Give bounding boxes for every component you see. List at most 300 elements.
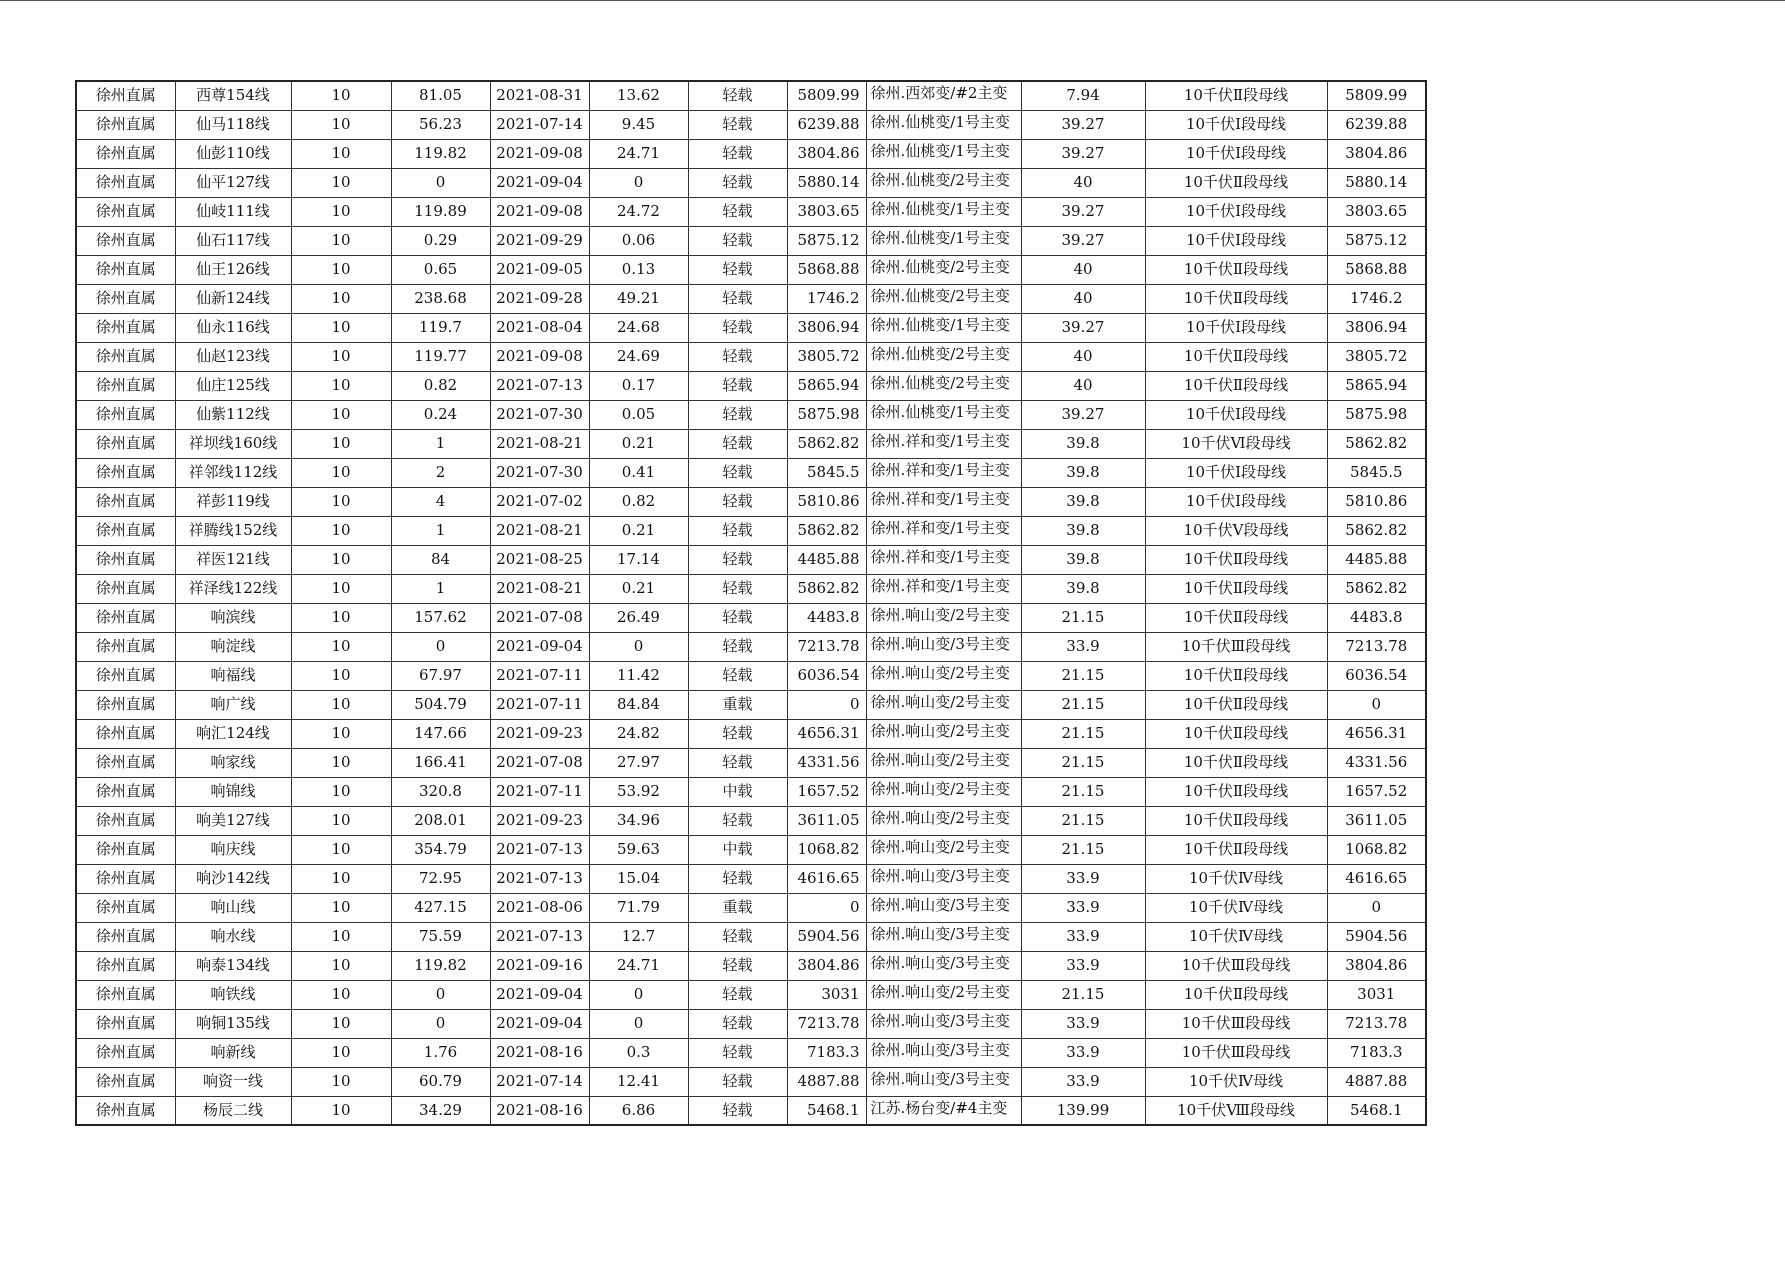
transformer-cell: 徐州.祥和变/1号主变	[866, 545, 1021, 574]
table-row	[76, 661, 1426, 690]
available-cell: 0	[1327, 893, 1426, 922]
load-status-cell: 轻载	[688, 603, 787, 632]
unit-cell: 徐州直属	[76, 1067, 175, 1096]
transformer-cell: 徐州.祥和变/1号主变	[866, 487, 1021, 516]
available-cell: 1657.52	[1327, 777, 1426, 806]
current-cell: 157.62	[391, 603, 490, 632]
table-row	[76, 545, 1426, 574]
voltage-cell: 10	[291, 168, 391, 197]
date-cell: 2021-09-04	[490, 980, 589, 1009]
load-status-cell: 轻载	[688, 951, 787, 980]
bus-cell: 10千伏Ⅰ段母线	[1145, 139, 1327, 168]
line-name-cell: 仙新124线	[175, 284, 291, 313]
transformer-cell: 徐州.仙桃变/2号主变	[866, 371, 1021, 400]
load-rate-cell: 24.72	[589, 197, 688, 226]
voltage-cell: 10	[291, 922, 391, 951]
line-name-cell: 仙王126线	[175, 255, 291, 284]
load-status-cell: 轻载	[688, 748, 787, 777]
bus-cell: 10千伏Ⅱ段母线	[1145, 545, 1327, 574]
load-status-cell: 轻载	[688, 458, 787, 487]
load-status-cell: 重载	[688, 690, 787, 719]
transformer-cell: 徐州.仙桃变/2号主变	[866, 255, 1021, 284]
unit-cell: 徐州直属	[76, 980, 175, 1009]
available-cell: 6036.54	[1327, 661, 1426, 690]
transformer-cell: 徐州.仙桃变/1号主变	[866, 400, 1021, 429]
capacity-cell: 4485.88	[787, 545, 866, 574]
load-status-cell: 轻载	[688, 661, 787, 690]
line-name-cell: 响泰134线	[175, 951, 291, 980]
bus-cell: 10千伏Ⅲ段母线	[1145, 951, 1327, 980]
transformer-rate-cell: 33.9	[1021, 1009, 1145, 1038]
date-cell: 2021-07-11	[490, 690, 589, 719]
available-cell: 7213.78	[1327, 1009, 1426, 1038]
current-cell: 81.05	[391, 81, 490, 110]
unit-cell: 徐州直属	[76, 835, 175, 864]
load-status-cell: 轻载	[688, 400, 787, 429]
transformer-rate-cell: 33.9	[1021, 922, 1145, 951]
load-status-cell: 轻载	[688, 226, 787, 255]
unit-cell: 徐州直属	[76, 661, 175, 690]
load-status-cell: 轻载	[688, 545, 787, 574]
load-rate-cell: 0.3	[589, 1038, 688, 1067]
bus-cell: 10千伏Ⅱ段母线	[1145, 835, 1327, 864]
unit-cell: 徐州直属	[76, 603, 175, 632]
load-status-cell: 轻载	[688, 168, 787, 197]
voltage-cell: 10	[291, 284, 391, 313]
transformer-rate-cell: 39.8	[1021, 458, 1145, 487]
bus-cell: 10千伏Ⅱ段母线	[1145, 603, 1327, 632]
voltage-cell: 10	[291, 1038, 391, 1067]
capacity-cell: 6239.88	[787, 110, 866, 139]
table-row	[76, 574, 1426, 603]
unit-cell: 徐州直属	[76, 284, 175, 313]
available-cell: 7213.78	[1327, 632, 1426, 661]
table-row	[76, 81, 1426, 110]
transformer-rate-cell: 21.15	[1021, 661, 1145, 690]
load-status-cell: 轻载	[688, 1038, 787, 1067]
current-cell: 84	[391, 545, 490, 574]
bus-cell: 10千伏Ⅰ段母线	[1145, 458, 1327, 487]
bus-cell: 10千伏Ⅱ段母线	[1145, 342, 1327, 371]
load-rate-cell: 0.21	[589, 429, 688, 458]
transformer-rate-cell: 33.9	[1021, 951, 1145, 980]
transformer-rate-cell: 21.15	[1021, 748, 1145, 777]
load-status-cell: 轻载	[688, 197, 787, 226]
transformer-rate-cell: 21.15	[1021, 603, 1145, 632]
load-rate-cell: 84.84	[589, 690, 688, 719]
capacity-cell: 5810.86	[787, 487, 866, 516]
load-status-cell: 轻载	[688, 516, 787, 545]
load-status-cell: 轻载	[688, 139, 787, 168]
line-name-cell: 响淀线	[175, 632, 291, 661]
bus-cell: 10千伏Ⅱ段母线	[1145, 719, 1327, 748]
line-name-cell: 祥医121线	[175, 545, 291, 574]
load-status-cell: 轻载	[688, 313, 787, 342]
current-cell: 119.77	[391, 342, 490, 371]
date-cell: 2021-07-11	[490, 777, 589, 806]
current-cell: 238.68	[391, 284, 490, 313]
transformer-cell: 徐州.祥和变/1号主变	[866, 458, 1021, 487]
line-name-cell: 响滨线	[175, 603, 291, 632]
bus-cell: 10千伏Ⅱ段母线	[1145, 255, 1327, 284]
current-cell: 119.89	[391, 197, 490, 226]
voltage-cell: 10	[291, 516, 391, 545]
transformer-cell: 徐州.祥和变/1号主变	[866, 429, 1021, 458]
table-row	[76, 400, 1426, 429]
voltage-cell: 10	[291, 139, 391, 168]
voltage-cell: 10	[291, 487, 391, 516]
capacity-cell: 4656.31	[787, 719, 866, 748]
unit-cell: 徐州直属	[76, 1009, 175, 1038]
date-cell: 2021-07-14	[490, 1067, 589, 1096]
voltage-cell: 10	[291, 719, 391, 748]
transformer-rate-cell: 33.9	[1021, 893, 1145, 922]
transformer-cell: 徐州.仙桃变/1号主变	[866, 226, 1021, 255]
capacity-cell: 1068.82	[787, 835, 866, 864]
transformer-rate-cell: 21.15	[1021, 719, 1145, 748]
voltage-cell: 10	[291, 661, 391, 690]
line-name-cell: 祥邻线112线	[175, 458, 291, 487]
available-cell: 5880.14	[1327, 168, 1426, 197]
load-status-cell: 轻载	[688, 922, 787, 951]
table-row	[76, 226, 1426, 255]
unit-cell: 徐州直属	[76, 197, 175, 226]
unit-cell: 徐州直属	[76, 458, 175, 487]
current-cell: 0	[391, 980, 490, 1009]
current-cell: 4	[391, 487, 490, 516]
unit-cell: 徐州直属	[76, 632, 175, 661]
voltage-cell: 10	[291, 313, 391, 342]
table-row	[76, 835, 1426, 864]
table-row	[76, 284, 1426, 313]
load-status-cell: 轻载	[688, 719, 787, 748]
table-row	[76, 1067, 1426, 1096]
bus-cell: 10千伏Ⅵ段母线	[1145, 429, 1327, 458]
load-rate-cell: 53.92	[589, 777, 688, 806]
load-rate-cell: 0.21	[589, 516, 688, 545]
current-cell: 2	[391, 458, 490, 487]
table-row	[76, 516, 1426, 545]
load-status-cell: 轻载	[688, 864, 787, 893]
current-cell: 0	[391, 168, 490, 197]
date-cell: 2021-07-08	[490, 603, 589, 632]
table-row	[76, 777, 1426, 806]
unit-cell: 徐州直属	[76, 719, 175, 748]
load-rate-cell: 24.69	[589, 342, 688, 371]
transformer-rate-cell: 40	[1021, 371, 1145, 400]
date-cell: 2021-08-25	[490, 545, 589, 574]
capacity-cell: 6036.54	[787, 661, 866, 690]
bus-cell: 10千伏Ⅱ段母线	[1145, 806, 1327, 835]
load-rate-cell: 0	[589, 168, 688, 197]
capacity-cell: 3804.86	[787, 951, 866, 980]
unit-cell: 徐州直属	[76, 139, 175, 168]
available-cell: 5809.99	[1327, 81, 1426, 110]
voltage-cell: 10	[291, 777, 391, 806]
unit-cell: 徐州直属	[76, 110, 175, 139]
load-status-cell: 重载	[688, 893, 787, 922]
load-status-cell: 轻载	[688, 110, 787, 139]
transformer-cell: 徐州.响山变/2号主变	[866, 777, 1021, 806]
transformer-rate-cell: 40	[1021, 342, 1145, 371]
capacity-cell: 0	[787, 690, 866, 719]
table-row	[76, 719, 1426, 748]
load-rate-cell: 0.17	[589, 371, 688, 400]
available-cell: 3806.94	[1327, 313, 1426, 342]
current-cell: 0.24	[391, 400, 490, 429]
voltage-cell: 10	[291, 342, 391, 371]
available-cell: 3804.86	[1327, 951, 1426, 980]
transformer-rate-cell: 33.9	[1021, 1038, 1145, 1067]
voltage-cell: 10	[291, 835, 391, 864]
transformer-rate-cell: 33.9	[1021, 632, 1145, 661]
transformer-cell: 徐州.响山变/2号主变	[866, 748, 1021, 777]
available-cell: 3611.05	[1327, 806, 1426, 835]
load-rate-cell: 71.79	[589, 893, 688, 922]
bus-cell: 10千伏Ⅲ段母线	[1145, 1038, 1327, 1067]
load-status-cell: 轻载	[688, 632, 787, 661]
available-cell: 1746.2	[1327, 284, 1426, 313]
bus-cell: 10千伏Ⅳ母线	[1145, 1067, 1327, 1096]
load-rate-cell: 0	[589, 632, 688, 661]
line-name-cell: 仙马118线	[175, 110, 291, 139]
capacity-cell: 5904.56	[787, 922, 866, 951]
table-row	[76, 342, 1426, 371]
table-row	[76, 168, 1426, 197]
load-rate-cell: 0.41	[589, 458, 688, 487]
table-row	[76, 1096, 1426, 1125]
capacity-cell: 4483.8	[787, 603, 866, 632]
current-cell: 0	[391, 1009, 490, 1038]
line-name-cell: 祥彭119线	[175, 487, 291, 516]
unit-cell: 徐州直属	[76, 255, 175, 284]
unit-cell: 徐州直属	[76, 342, 175, 371]
bus-cell: 10千伏Ⅰ段母线	[1145, 487, 1327, 516]
transformer-rate-cell: 21.15	[1021, 777, 1145, 806]
capacity-cell: 5868.88	[787, 255, 866, 284]
load-rate-cell: 9.45	[589, 110, 688, 139]
available-cell: 5868.88	[1327, 255, 1426, 284]
date-cell: 2021-09-23	[490, 806, 589, 835]
line-name-cell: 响资一线	[175, 1067, 291, 1096]
transformer-cell: 徐州.祥和变/1号主变	[866, 516, 1021, 545]
unit-cell: 徐州直属	[76, 893, 175, 922]
capacity-cell: 3031	[787, 980, 866, 1009]
load-rate-cell: 0.06	[589, 226, 688, 255]
current-cell: 166.41	[391, 748, 490, 777]
voltage-cell: 10	[291, 400, 391, 429]
table-row	[76, 922, 1426, 951]
date-cell: 2021-08-16	[490, 1096, 589, 1125]
bus-cell: 10千伏Ⅱ段母线	[1145, 168, 1327, 197]
transformer-cell: 徐州.仙桃变/2号主变	[866, 168, 1021, 197]
line-name-cell: 响山线	[175, 893, 291, 922]
voltage-cell: 10	[291, 197, 391, 226]
load-rate-cell: 24.68	[589, 313, 688, 342]
current-cell: 75.59	[391, 922, 490, 951]
load-status-cell: 轻载	[688, 284, 787, 313]
bus-cell: 10千伏Ⅰ段母线	[1145, 400, 1327, 429]
table-row	[76, 371, 1426, 400]
load-status-cell: 轻载	[688, 1067, 787, 1096]
bus-cell: 10千伏Ⅱ段母线	[1145, 284, 1327, 313]
available-cell: 5845.5	[1327, 458, 1426, 487]
line-name-cell: 祥坝线160线	[175, 429, 291, 458]
transformer-cell: 徐州.响山变/2号主变	[866, 980, 1021, 1009]
table-row	[76, 458, 1426, 487]
date-cell: 2021-07-14	[490, 110, 589, 139]
transformer-rate-cell: 39.8	[1021, 487, 1145, 516]
unit-cell: 徐州直属	[76, 922, 175, 951]
load-status-cell: 轻载	[688, 342, 787, 371]
load-rate-cell: 24.71	[589, 951, 688, 980]
line-name-cell: 响福线	[175, 661, 291, 690]
capacity-cell: 7213.78	[787, 632, 866, 661]
capacity-cell: 5809.99	[787, 81, 866, 110]
current-cell: 0.82	[391, 371, 490, 400]
transformer-rate-cell: 7.94	[1021, 81, 1145, 110]
transformer-cell: 徐州.仙桃变/2号主变	[866, 342, 1021, 371]
transformer-cell: 徐州.祥和变/1号主变	[866, 574, 1021, 603]
unit-cell: 徐州直属	[76, 371, 175, 400]
bus-cell: 10千伏Ⅱ段母线	[1145, 980, 1327, 1009]
load-status-cell: 轻载	[688, 806, 787, 835]
capacity-cell: 7183.3	[787, 1038, 866, 1067]
capacity-cell: 5468.1	[787, 1096, 866, 1125]
table-row	[76, 603, 1426, 632]
date-cell: 2021-09-23	[490, 719, 589, 748]
bus-cell: 10千伏Ⅱ段母线	[1145, 690, 1327, 719]
available-cell: 5875.12	[1327, 226, 1426, 255]
line-name-cell: 响铜135线	[175, 1009, 291, 1038]
capacity-cell: 3611.05	[787, 806, 866, 835]
load-rate-cell: 34.96	[589, 806, 688, 835]
date-cell: 2021-09-04	[490, 632, 589, 661]
unit-cell: 徐州直属	[76, 951, 175, 980]
available-cell: 1068.82	[1327, 835, 1426, 864]
transformer-rate-cell: 39.27	[1021, 139, 1145, 168]
table-row	[76, 429, 1426, 458]
current-cell: 0	[391, 632, 490, 661]
voltage-cell: 10	[291, 864, 391, 893]
voltage-cell: 10	[291, 603, 391, 632]
load-rate-cell: 24.82	[589, 719, 688, 748]
bus-cell: 10千伏Ⅱ段母线	[1145, 81, 1327, 110]
date-cell: 2021-07-13	[490, 864, 589, 893]
line-name-cell: 杨辰二线	[175, 1096, 291, 1125]
line-name-cell: 响新线	[175, 1038, 291, 1067]
current-cell: 1	[391, 574, 490, 603]
unit-cell: 徐州直属	[76, 806, 175, 835]
capacity-cell: 3803.65	[787, 197, 866, 226]
load-rate-cell: 12.7	[589, 922, 688, 951]
transformer-rate-cell: 40	[1021, 168, 1145, 197]
available-cell: 6239.88	[1327, 110, 1426, 139]
table-row	[76, 893, 1426, 922]
load-status-cell: 轻载	[688, 255, 787, 284]
transformer-cell: 徐州.响山变/3号主变	[866, 864, 1021, 893]
table-row	[76, 951, 1426, 980]
table-row	[76, 197, 1426, 226]
voltage-cell: 10	[291, 690, 391, 719]
transformer-cell: 徐州.响山变/3号主变	[866, 1067, 1021, 1096]
load-rate-cell: 24.71	[589, 139, 688, 168]
load-rate-cell: 11.42	[589, 661, 688, 690]
bus-cell: 10千伏Ⅰ段母线	[1145, 197, 1327, 226]
transformer-rate-cell: 39.8	[1021, 574, 1145, 603]
bus-cell: 10千伏Ⅳ母线	[1145, 893, 1327, 922]
current-cell: 119.82	[391, 951, 490, 980]
voltage-cell: 10	[291, 806, 391, 835]
load-status-cell: 轻载	[688, 980, 787, 1009]
load-status-cell: 中载	[688, 835, 787, 864]
transformer-rate-cell: 39.8	[1021, 516, 1145, 545]
load-status-cell: 中载	[688, 777, 787, 806]
date-cell: 2021-09-16	[490, 951, 589, 980]
load-status-cell: 轻载	[688, 429, 787, 458]
line-name-cell: 仙岐111线	[175, 197, 291, 226]
available-cell: 4656.31	[1327, 719, 1426, 748]
available-cell: 5862.82	[1327, 574, 1426, 603]
line-name-cell: 祥腾线152线	[175, 516, 291, 545]
load-rate-cell: 6.86	[589, 1096, 688, 1125]
transformer-cell: 徐州.响山变/2号主变	[866, 835, 1021, 864]
capacity-cell: 5845.5	[787, 458, 866, 487]
transformer-rate-cell: 39.8	[1021, 545, 1145, 574]
unit-cell: 徐州直属	[76, 226, 175, 255]
transformer-rate-cell: 21.15	[1021, 980, 1145, 1009]
transformer-rate-cell: 39.27	[1021, 226, 1145, 255]
load-rate-cell: 49.21	[589, 284, 688, 313]
bus-cell: 10千伏Ⅰ段母线	[1145, 110, 1327, 139]
capacity-cell: 5862.82	[787, 429, 866, 458]
capacity-cell: 5865.94	[787, 371, 866, 400]
transformer-cell: 徐州.仙桃变/1号主变	[866, 139, 1021, 168]
transformer-cell: 徐州.仙桃变/1号主变	[866, 110, 1021, 139]
available-cell: 4616.65	[1327, 864, 1426, 893]
transformer-rate-cell: 21.15	[1021, 806, 1145, 835]
page-top-rule	[0, 0, 1785, 1]
bus-cell: 10千伏Ⅲ段母线	[1145, 1009, 1327, 1038]
table-row	[76, 487, 1426, 516]
bus-cell: 10千伏Ⅰ段母线	[1145, 226, 1327, 255]
unit-cell: 徐州直属	[76, 1096, 175, 1125]
voltage-cell: 10	[291, 574, 391, 603]
load-status-cell: 轻载	[688, 1009, 787, 1038]
line-name-cell: 响美127线	[175, 806, 291, 835]
transformer-cell: 徐州.仙桃变/1号主变	[866, 197, 1021, 226]
transformer-rate-cell: 21.15	[1021, 690, 1145, 719]
date-cell: 2021-09-04	[490, 1009, 589, 1038]
load-rate-cell: 0.82	[589, 487, 688, 516]
unit-cell: 徐州直属	[76, 574, 175, 603]
date-cell: 2021-08-31	[490, 81, 589, 110]
date-cell: 2021-08-21	[490, 516, 589, 545]
voltage-cell: 10	[291, 429, 391, 458]
load-rate-cell: 15.04	[589, 864, 688, 893]
available-cell: 5875.98	[1327, 400, 1426, 429]
date-cell: 2021-08-06	[490, 893, 589, 922]
transformer-cell: 徐州.响山变/2号主变	[866, 719, 1021, 748]
current-cell: 0.29	[391, 226, 490, 255]
capacity-cell: 5875.12	[787, 226, 866, 255]
bus-cell: 10千伏Ⅱ段母线	[1145, 574, 1327, 603]
capacity-cell: 5862.82	[787, 574, 866, 603]
line-name-cell: 西尊154线	[175, 81, 291, 110]
bus-cell: 10千伏Ⅱ段母线	[1145, 371, 1327, 400]
feeder-load-table	[75, 80, 1427, 1126]
table-row	[76, 806, 1426, 835]
